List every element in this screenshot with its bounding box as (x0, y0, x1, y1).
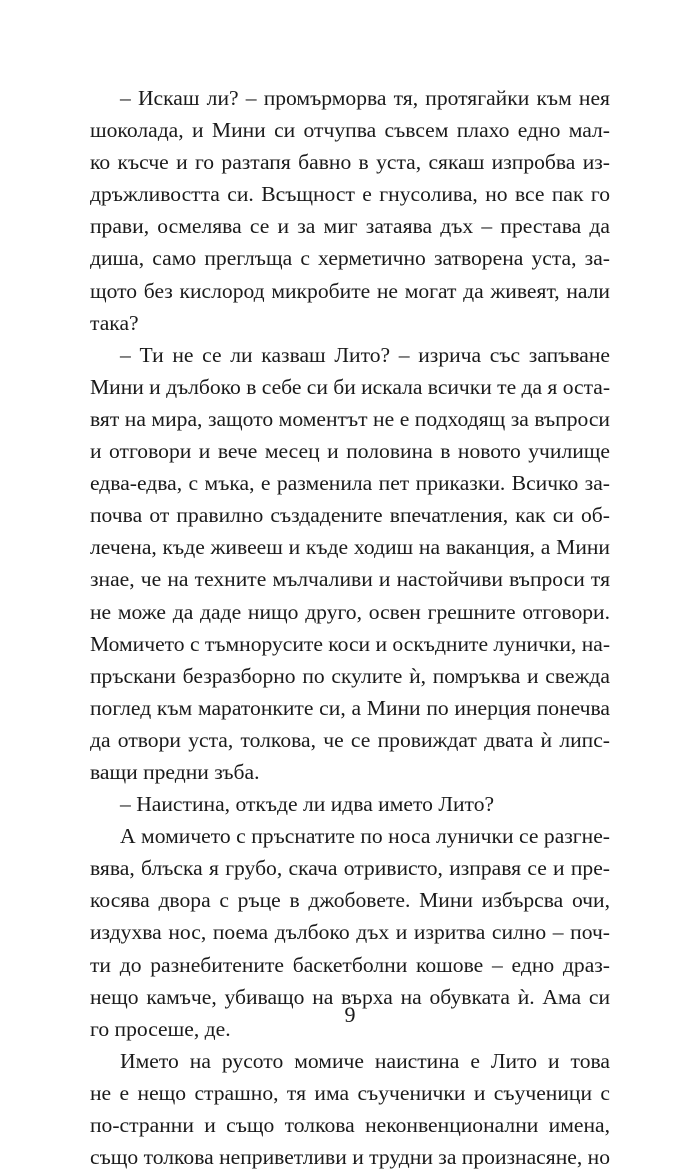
text-line: Мини и дълбоко в себе си би искала всички те да я оста- (90, 374, 610, 399)
text-line: Името на русото момиче наистина е Лито и това (120, 1048, 610, 1073)
text-line: ко късче и го разтапя бавно в уста, сякаш изпробва из- (90, 150, 610, 175)
text-line: косява двора с ръце в джобовете. Мини избърсва очи, (90, 888, 610, 913)
text-line: не може да даде нищо друго, освен грешните отговори. (90, 599, 610, 624)
text-line: диша, само преглъща с херметично затворена уста, за- (90, 246, 610, 271)
text-line: пръскани безразборно по скулите ѝ, помръква и свежда (90, 663, 610, 688)
text-line: А момичето с пръснатите по носа лунички се разгне- (120, 824, 610, 849)
text-line: вят на мира, защото моментът не е подходящ за въпроси (90, 406, 610, 431)
text-line: и отговори и вече месец и половина в новото училище (90, 439, 610, 464)
text-line: така? (90, 310, 139, 335)
text-line: не е нещо страшно, тя има съученички и съученици с (90, 1080, 610, 1105)
text-line: – Искаш ли? – промърморва тя, протягайки към нея (120, 86, 610, 110)
text-line: поглед към маратонките си, а Мини по инерция понечва (90, 695, 610, 720)
text-line: – Наистина, откъде ли идва името Лито? (120, 792, 495, 817)
text-line: ти до разнебитените баскетболни кошове – едно драз- (90, 952, 610, 977)
page-number: 9 (344, 1002, 356, 1027)
text-line: го просеше, де. (90, 1016, 231, 1041)
text-line: – Ти не се ли казваш Лито? – изрича със запъване (120, 342, 610, 367)
text-line: прави, осмелява се и за миг затаява дъх – престава да (90, 214, 610, 239)
text-line: да отвори уста, толкова, че се провиждат двата ѝ липс- (90, 727, 610, 752)
text-line: издухва нос, поема дълбоко дъх и изритва силно – поч- (90, 920, 610, 945)
text-line: знае, че на техните мълчаливи и настойчиви въпроси тя (90, 567, 610, 592)
text-line: щото без кислород микробите не могат да живеят, нали (90, 278, 610, 303)
text-line: по-странни и също толкова неконвенционални имена, (90, 1113, 610, 1137)
text-line: едва-едва, с мъка, е разменила пет приказки. Всичко за- (90, 471, 610, 496)
text-line: шоколада, и Мини си отчупва съвсем плахо едно мал- (90, 118, 610, 143)
text-line: нещо камъче, убиващо на върха на обувката ѝ. Ама си (90, 984, 610, 1009)
text-line: вява, блъска я грубо, скача отривисто, изправя се и пре- (90, 856, 610, 881)
text-line: ващи предни зъба. (90, 759, 260, 784)
text-line: Момичето с тъмнорусите коси и оскъдните лунички, на- (90, 631, 610, 656)
text-line: дръжливостта си. Всъщност е гнусолива, но все пак го (90, 182, 610, 207)
text-line: почва от правилно създадените впечатления, как си об- (90, 503, 610, 528)
text-line: лечена, къде живееш и къде ходиш на ваканция, а Мини (90, 535, 610, 560)
text-line: също толкова неприветливи и трудни за произнасяне, но (90, 1145, 610, 1170)
